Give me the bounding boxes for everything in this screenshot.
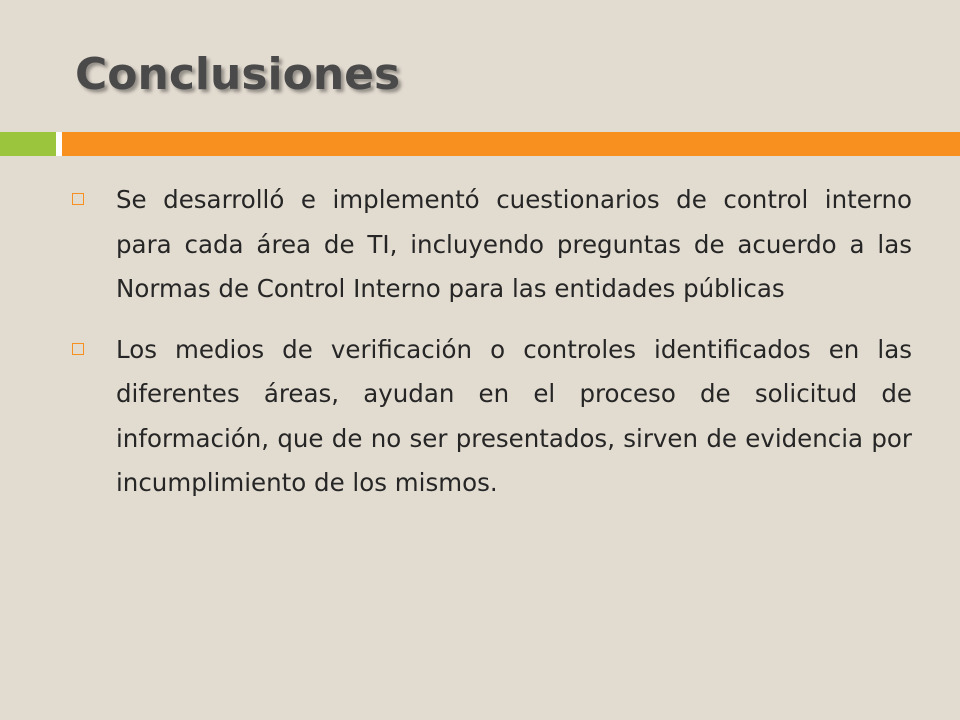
bullet-text: Se desarrolló e implementó cuestionarios de control interno para cada área de TI, incluyendo preguntas de acuerdo a las Normas de Control Interno para las entidades públicas [116,185,912,303]
accent-bar [0,132,960,156]
bullet-list [70,178,912,522]
bullet-item [70,178,912,312]
accent-bar-orange [62,132,960,156]
bullet-text: Los medios de verificación o controles identificados en las diferentes áreas, ayudan en el proceso de solicitud de información, que de no ser presentados, sirven de evidencia por incumplimiento de los mismos. [116,334,912,497]
square-bullet-icon [72,193,84,205]
bullet-item [70,328,912,506]
square-bullet-icon [72,343,84,355]
slide-title: Conclusiones [75,49,401,100]
accent-bar-green [0,132,56,156]
